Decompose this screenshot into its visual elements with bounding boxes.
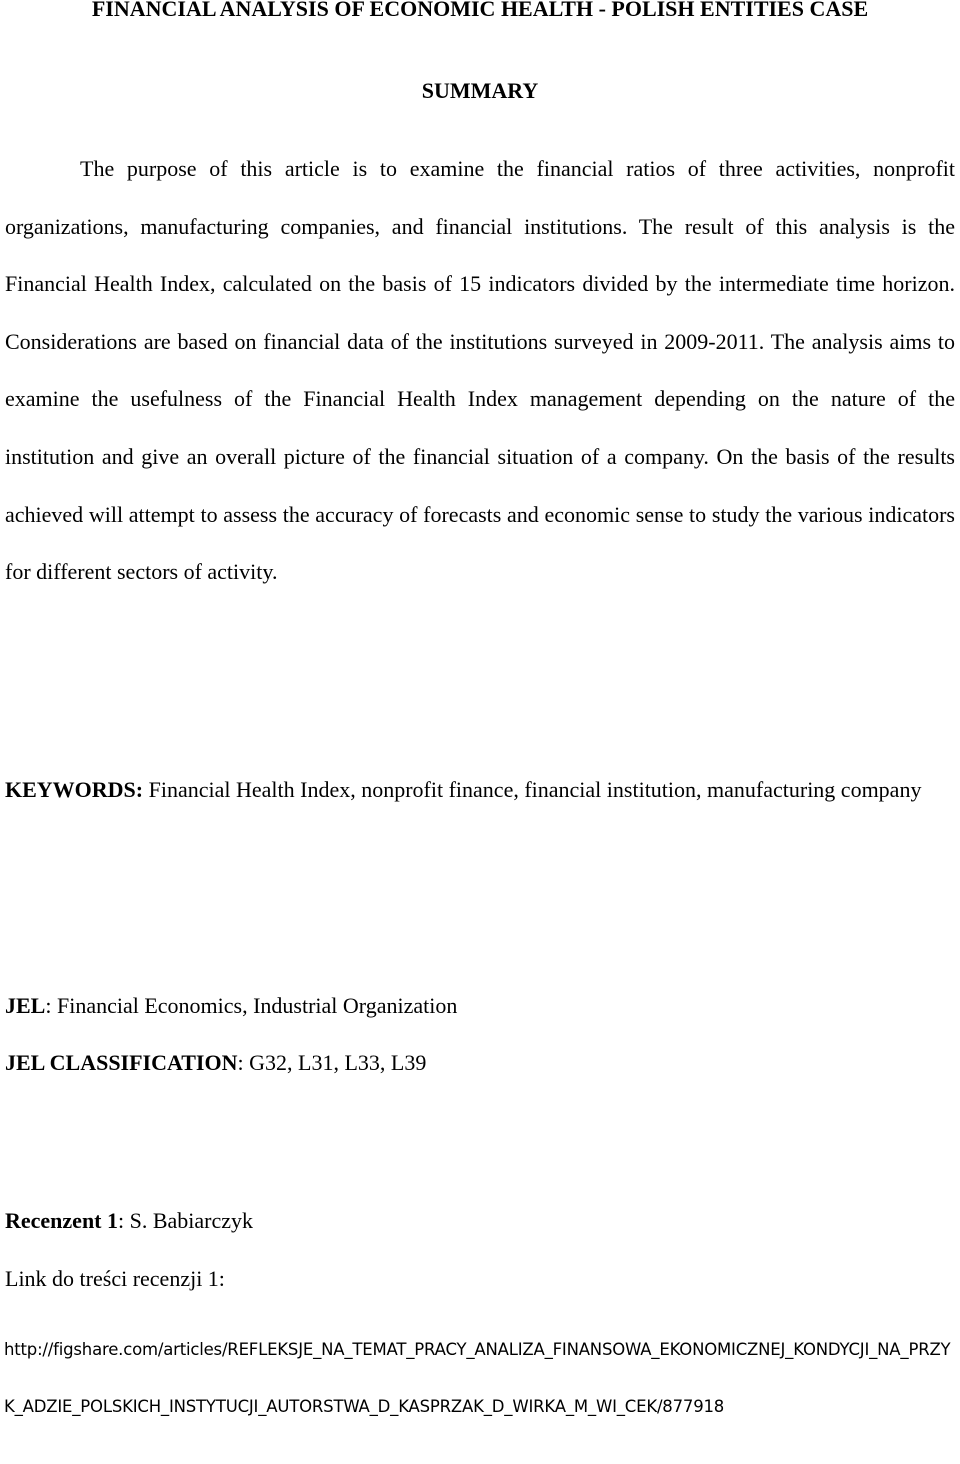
jel-line bbox=[5, 991, 955, 1021]
jel-classification-text: : G32, L31, L33, L39 bbox=[237, 1050, 427, 1075]
jel-classification-label: JEL CLASSIFICATION bbox=[5, 1050, 238, 1075]
reviewer-name: : S. Babiarczyk bbox=[118, 1208, 254, 1233]
abstract-paragraph: The purpose of this article is to examine the financial ratios of three activities, nonprofit organizations, manufacturing companies, and financial institutions. The result of this analysis is the Financial Health Index, calculated on the basis of 15 indicators divided by the intermediate time horizon. Considerations are based on financial data of the institutions surveyed in 2009-2011. The analysis aims to examine the usefulness of the Financial Health Index management depending on the nature of the institution and give an overall picture of the financial situation of a company. On the basis of the results achieved will attempt to assess the accuracy of forecasts and economic sense to study the various indicators for different sectors of activity. bbox=[5, 156, 955, 585]
keywords-paragraph bbox=[5, 761, 955, 819]
jel-classification-line bbox=[5, 1048, 955, 1078]
jel-text: : Financial Economics, Industrial Organization bbox=[45, 993, 458, 1018]
keywords-label: KEYWORDS: bbox=[5, 777, 144, 802]
reviewer-line bbox=[5, 1206, 955, 1236]
reviewer-label: Recenzent 1 bbox=[5, 1208, 119, 1233]
paper-title: FINANCIAL ANALYSIS OF ECONOMIC HEALTH - POLISH ENTITIES CASE bbox=[91, 0, 869, 21]
jel-label: JEL bbox=[5, 993, 46, 1018]
review-link-label: Link do treści recenzji 1: bbox=[5, 1266, 225, 1291]
summary-heading: SUMMARY bbox=[421, 78, 539, 103]
review-url-link[interactable]: http://figshare.com/articles/REFLEKSJE_NA_TEMAT_PRACY_ANALIZA_FINANSOWA_EKONOMICZNEJ_KONDYCJI_NA_PRZYK_ADZIE_POLSKICH_INSTYTUCJI_AUTORSTWA_D_KASPRZAK_D_WIRKA_M_WI_CEK/877918 bbox=[4, 1340, 951, 1416]
keywords-text: Financial Health Index, nonprofit finance, financial institution, manufacturing company bbox=[143, 777, 922, 802]
